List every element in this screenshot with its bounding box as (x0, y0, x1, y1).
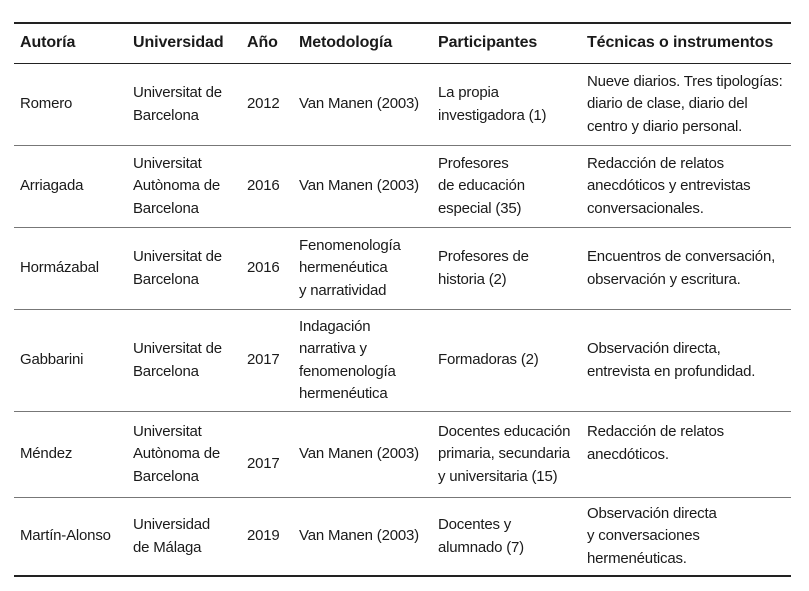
table-row (14, 498, 791, 575)
header-anio: Año (247, 34, 278, 52)
header-universidad: Universidad (133, 34, 224, 52)
cell-universidad: Universitat Autònoma de Barcelona (133, 423, 221, 485)
cell-autoria: Hormázabal (20, 259, 99, 277)
table-row (14, 228, 791, 309)
cell-tecnicas: Redacción de relatos anecdóticos y entrevistas conversacionales. (587, 155, 751, 217)
cell-autoria: Méndez (20, 445, 73, 463)
header-autoria: Autoría (20, 34, 76, 52)
cell-tecnicas: Observación directa y conversaciones hermenéuticas. (587, 505, 717, 567)
cell-participantes: Profesores de educación especial (35) (438, 155, 525, 217)
cell-participantes: Docentes y alumnado (7) (438, 516, 524, 556)
cell-participantes: Docentes educación primaria, secundaria y universitaria (15) (438, 423, 571, 485)
cell-metodologia: Van Manen (2003) (299, 95, 419, 113)
header-metodologia: Metodología (299, 34, 393, 52)
cell-universidad: Universitat de Barcelona (133, 248, 222, 288)
cell-universidad: Universitat de Barcelona (133, 84, 222, 124)
cell-anio: 2016 (247, 259, 280, 277)
table-row (14, 412, 791, 497)
cell-autoria: Martín-Alonso (20, 527, 111, 545)
table-bottom-rule (14, 575, 791, 577)
cell-anio: 2016 (247, 177, 280, 195)
cell-anio: 2019 (247, 527, 280, 545)
table-row (14, 310, 791, 411)
cell-tecnicas: Redacción de relatos anecdóticos. (587, 423, 724, 463)
cell-metodologia: Van Manen (2003) (299, 445, 419, 463)
cell-anio: 2012 (247, 95, 280, 113)
table-header-row (14, 24, 791, 63)
cell-autoria: Arriagada (20, 177, 84, 195)
header-participantes: Participantes (438, 34, 538, 52)
header-tecnicas: Técnicas o instrumentos (587, 34, 774, 52)
cell-anio: 2017 (247, 455, 280, 473)
cell-tecnicas: Observación directa, entrevista en profundidad. (587, 340, 756, 380)
cell-anio: 2017 (247, 351, 280, 369)
cell-universidad: Universitat de Barcelona (133, 340, 222, 380)
cell-participantes: La propia investigadora (1) (438, 84, 547, 124)
cell-participantes: Profesores de historia (2) (438, 248, 529, 288)
cell-universidad: Universidad de Málaga (133, 516, 211, 556)
cell-metodologia: Fenomenología hermenéutica y narratividad (299, 237, 401, 299)
table-row (14, 146, 791, 227)
cell-tecnicas: Nueve diarios. Tres tipologías: diario de clase, diario del centro y diario personal. (587, 73, 783, 135)
cell-autoria: Romero (20, 95, 73, 113)
cell-participantes: Formadoras (2) (438, 351, 539, 369)
cell-metodologia: Van Manen (2003) (299, 177, 419, 195)
cell-universidad: Universitat Autònoma de Barcelona (133, 155, 221, 217)
cell-autoria: Gabbarini (20, 351, 84, 369)
cell-metodologia: Van Manen (2003) (299, 527, 419, 545)
cell-metodologia: Indagación narrativa y fenomenología hermenéutica (299, 317, 396, 402)
cell-tecnicas: Encuentros de conversación, observación y escritura. (587, 248, 776, 288)
table-row (14, 64, 791, 145)
